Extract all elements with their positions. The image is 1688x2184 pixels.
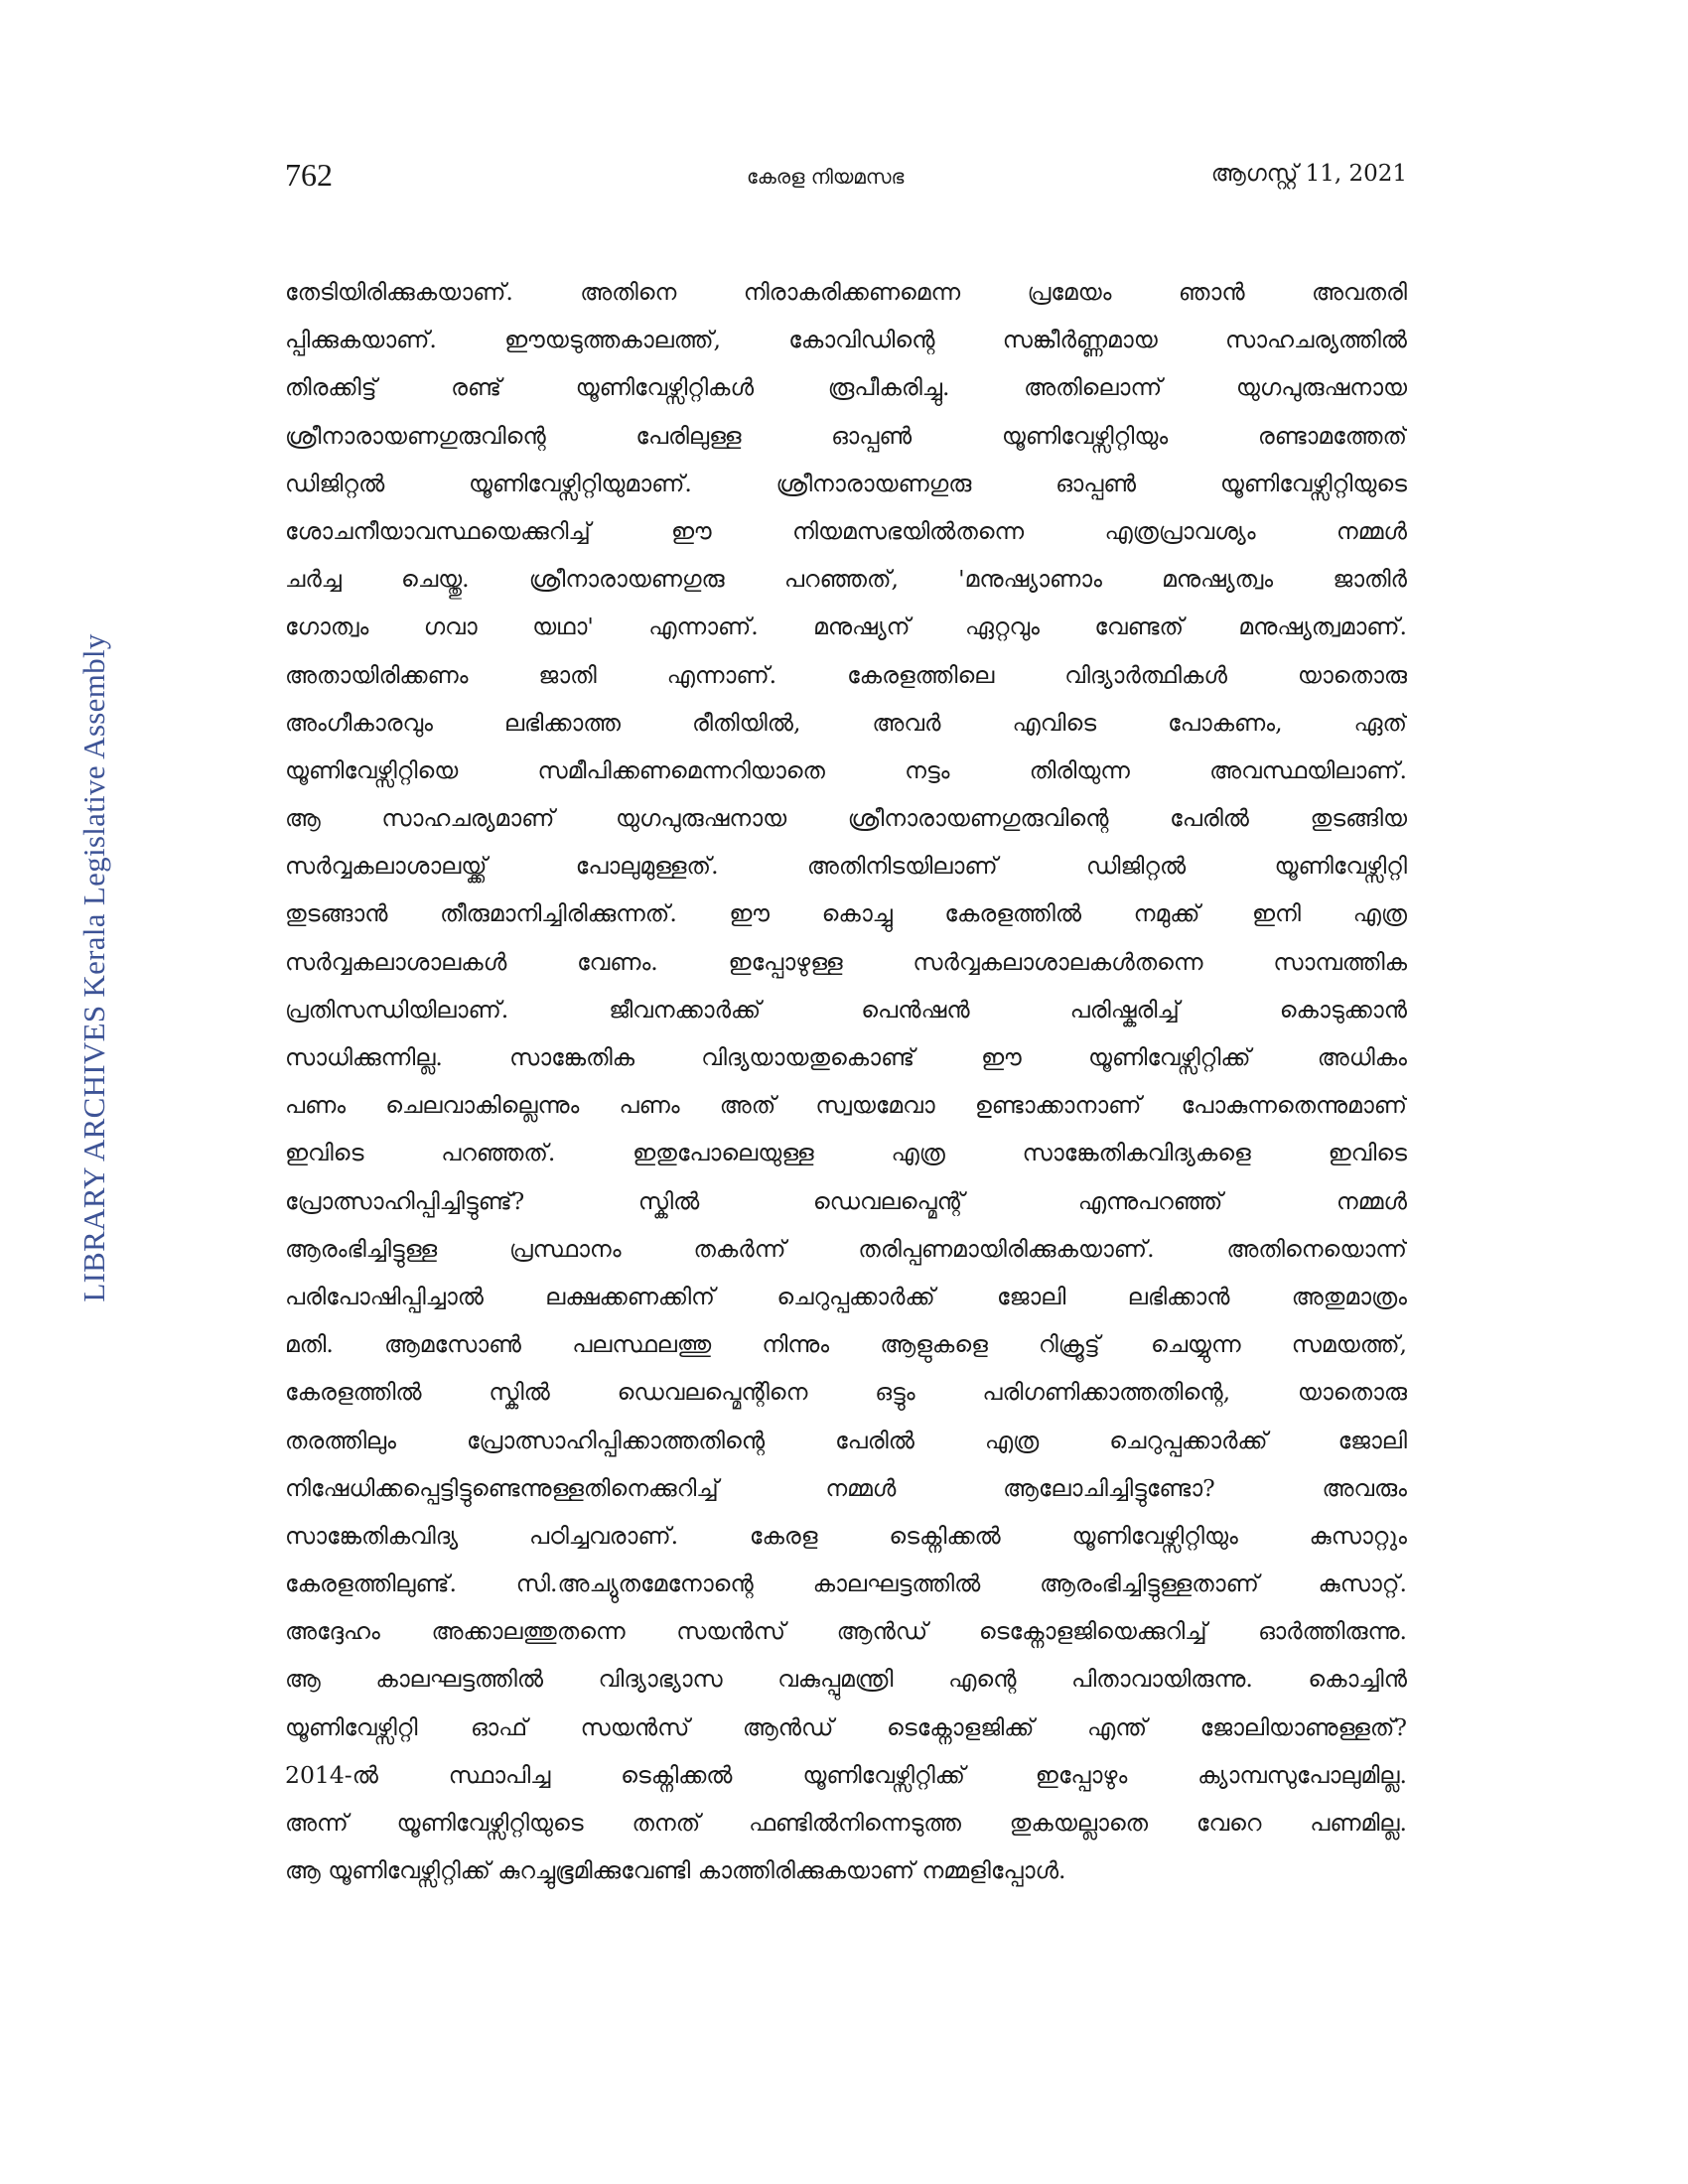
text-line: 2014-ൽ സ്ഥാപിച്ച ടെക്നിക്കൽ യൂണിവേഴ്സിറ്റിക്ക് ഇപ്പോഴും ക്യാമ്പസുപോലുമില്ല. xyxy=(285,1760,1407,1789)
text-line: സർവ്വകലാശാലയ്ക്ക് പോലുമുള്ളത്. അതിനിടയിലാണ് ഡിജിറ്റൽ യൂണിവേഴ്സിറ്റി xyxy=(285,852,1407,881)
text-line: ശോചനീയാവസ്ഥയെക്കുറിച്ച് ഈ നിയമസഭയിൽതന്നെ എത്രപ്രാവശ്യം നമ്മൾ xyxy=(285,516,1407,545)
running-title: കേരള നിയമസഭ xyxy=(747,165,905,189)
text-line: ആ യൂണിവേഴ്സിറ്റിക്ക് കുറച്ചുഭൂമിക്കുവേണ്ടി കാത്തിരിക്കുകയാണ് നമ്മളിപ്പോൾ. xyxy=(285,1856,1066,1885)
text-line: ശ്രീനാരായണഗുരുവിന്റെ പേരിലുള്ള ഓപ്പൺ യൂണിവേഴ്സിറ്റിയും രണ്ടാമത്തേത് xyxy=(285,421,1407,450)
text-line: യൂണിവേഴ്സിറ്റിയെ സമീപിക്കണമെന്നറിയാതെ നട്ടം തിരിയുന്ന അവസ്ഥയിലാണ്. xyxy=(285,755,1407,784)
header-date: ആഗസ്റ്റ് 11, 2021 xyxy=(1210,161,1407,187)
text-line: സർവ്വകലാശാലകൾ വേണം. ഇപ്പോഴുള്ള സർവ്വകലാശാലകൾതന്നെ സാമ്പത്തിക xyxy=(285,947,1407,976)
text-line: ഡിജിറ്റൽ യൂണിവേഴ്സിറ്റിയുമാണ്. ശ്രീനാരായണഗുരു ഓപ്പൺ യൂണിവേഴ്സിറ്റിയുടെ xyxy=(285,469,1407,497)
page-header xyxy=(285,157,1407,201)
text-line: അതായിരിക്കണം ജാതി എന്നാണ്. കേരളത്തിലെ വിദ്യാർത്ഥികൾ യാതൊരു xyxy=(285,660,1407,689)
text-line: തുടങ്ങാൻ തീരുമാനിച്ചിരിക്കുന്നത്. ഈ കൊച്ചു കേരളത്തിൽ നമുക്ക് ഇനി എത്ര xyxy=(285,899,1407,928)
text-line: പ്രോത്സാഹിപ്പിച്ചിട്ടുണ്ട്? സ്കിൽ ഡെവലപ്മെന്റ് എന്നുപറഞ്ഞ് നമ്മൾ xyxy=(285,1186,1407,1215)
text-line: അംഗീകാരവും ലഭിക്കാത്ത രീതിയിൽ, അവർ എവിടെ പോകണം, ഏത് xyxy=(285,708,1407,737)
text-line: ഇവിടെ പറഞ്ഞത്. ഇതുപോലെയുള്ള എത്ര സാങ്കേതികവിദ്യകളെ ഇവിടെ xyxy=(285,1139,1407,1167)
text-line: അദ്ദേഹം അക്കാലത്തുതന്നെ സയൻസ് ആൻഡ് ടെക്നോളജിയെക്കുറിച്ച് ഓർത്തിരുന്നു. xyxy=(285,1617,1407,1646)
text-line: അന്ന് യൂണിവേഴ്സിറ്റിയുടെ തനത് ഫണ്ടിൽനിന്നെടുത്ത തുകയല്ലാതെ വേറെ പണമില്ല. xyxy=(285,1809,1407,1837)
text-line: പരിപോഷിപ്പിച്ചാൽ ലക്ഷക്കണക്കിന് ചെറുപ്പക്കാർക്ക് ജോലി ലഭിക്കാൻ അതുമാത്രം xyxy=(285,1282,1407,1310)
text-line: ചർച്ച ചെയ്തു. ശ്രീനാരായണഗുരു പറഞ്ഞത്, 'മനുഷ്യാണാം മനുഷ്യത്വം ജാതിർ xyxy=(285,565,1407,594)
text-line: സാധിക്കുന്നില്ല. സാങ്കേതിക വിദ്യയായതുകൊണ്ട് ഈ യൂണിവേഴ്സിറ്റിക്ക് അധികം xyxy=(285,1043,1407,1071)
text-line: ആ സാഹചര്യമാണ് യുഗപുരുഷനായ ശ്രീനാരായണഗുരുവിന്റെ പേരിൽ തുടങ്ങിയ xyxy=(285,804,1407,833)
text-line: പ്രതിസന്ധിയിലാണ്. ജീവനക്കാർക്ക് പെൻഷൻ പരിഷ്കരിച്ച് കൊടുക്കാൻ xyxy=(285,995,1407,1024)
text-line: കേരളത്തിലുണ്ട്. സി.അച്യുതമേനോന്റെ കാലഘട്ടത്തിൽ ആരംഭിച്ചിട്ടുള്ളതാണ് കുസാറ്റ്. xyxy=(285,1570,1407,1598)
text-line: ആ കാലഘട്ടത്തിൽ വിദ്യാഭ്യാസ വകുപ്പുമന്ത്രി എന്റെ പിതാവായിരുന്നു. കൊച്ചിൻ xyxy=(285,1665,1407,1694)
text-line: കേരളത്തിൽ സ്കിൽ ഡെവലപ്മെന്റിനെ ഒട്ടും പരിഗണിക്കാത്തതിന്റെ, യാതൊരു xyxy=(285,1378,1407,1407)
text-line: പ്പിക്കുകയാണ്. ഈയടുത്തകാലത്ത്, കോവിഡിന്റെ സങ്കീർണ്ണമായ സാഹചര്യത്തിൽ xyxy=(285,326,1407,354)
text-line: യൂണിവേഴ്സിറ്റി ഓഫ് സയൻസ് ആൻഡ് ടെക്നോളജിക്ക് എന്ത് ജോലിയാണുള്ളത്? xyxy=(285,1712,1407,1741)
text-line: ആരംഭിച്ചിട്ടുള്ള പ്രസ്ഥാനം തകർന്ന് തരിപ്പണമായിരിക്കുകയാണ്. അതിനെയൊന്ന് xyxy=(285,1234,1407,1263)
page-number: 762 xyxy=(285,157,333,193)
body-text xyxy=(285,268,1407,1956)
text-line: മതി. ആമസോൺ പലസ്ഥലത്തു നിന്നും ആളുകളെ റിക്രൂട്ട് ചെയ്യുന്ന സമയത്ത്, xyxy=(285,1330,1407,1359)
text-line: തേടിയിരിക്കുകയാണ്. അതിനെ നിരാകരിക്കണമെന്ന പ്രമേയം ഞാൻ അവതരി xyxy=(285,278,1407,306)
text-line: സാങ്കേതികവിദ്യ പഠിച്ചവരാണ്. കേരള ടെക്നിക്കൽ യൂണിവേഴ്സിറ്റിയും കുസാറ്റും xyxy=(285,1521,1407,1550)
text-line: പണം ചെലവാകില്ലെന്നും പണം അത് സ്വയമേവാ ഉണ്ടാക്കാനാണ് പോകുന്നതെന്നുമാണ് xyxy=(285,1091,1407,1120)
text-line: തിരക്കിട്ട് രണ്ട് യൂണിവേഴ്സിറ്റികൾ രൂപീകരിച്ചു. അതിലൊന്ന് യുഗപുരുഷനായ xyxy=(285,373,1407,402)
text-line: നിഷേധിക്കപ്പെട്ടിട്ടുണ്ടെന്നുള്ളതിനെക്കുറിച്ച് നമ്മൾ ആലോചിച്ചിട്ടുണ്ടോ? അവരും xyxy=(285,1473,1407,1502)
text-line: തരത്തിലും പ്രോത്സാഹിപ്പിക്കാത്തതിന്റെ പേരിൽ എത്ര ചെറുപ്പക്കാർക്ക് ജോലി xyxy=(285,1426,1407,1454)
archive-watermark: LIBRARY ARCHIVES Kerala Legislative Assembly xyxy=(76,633,111,1302)
text-line: ഗോത്വം ഗവാ യഥാ' എന്നാണ്. മനുഷ്യന് ഏറ്റവും വേണ്ടത് മനുഷ്യത്വമാണ്. xyxy=(285,613,1407,641)
